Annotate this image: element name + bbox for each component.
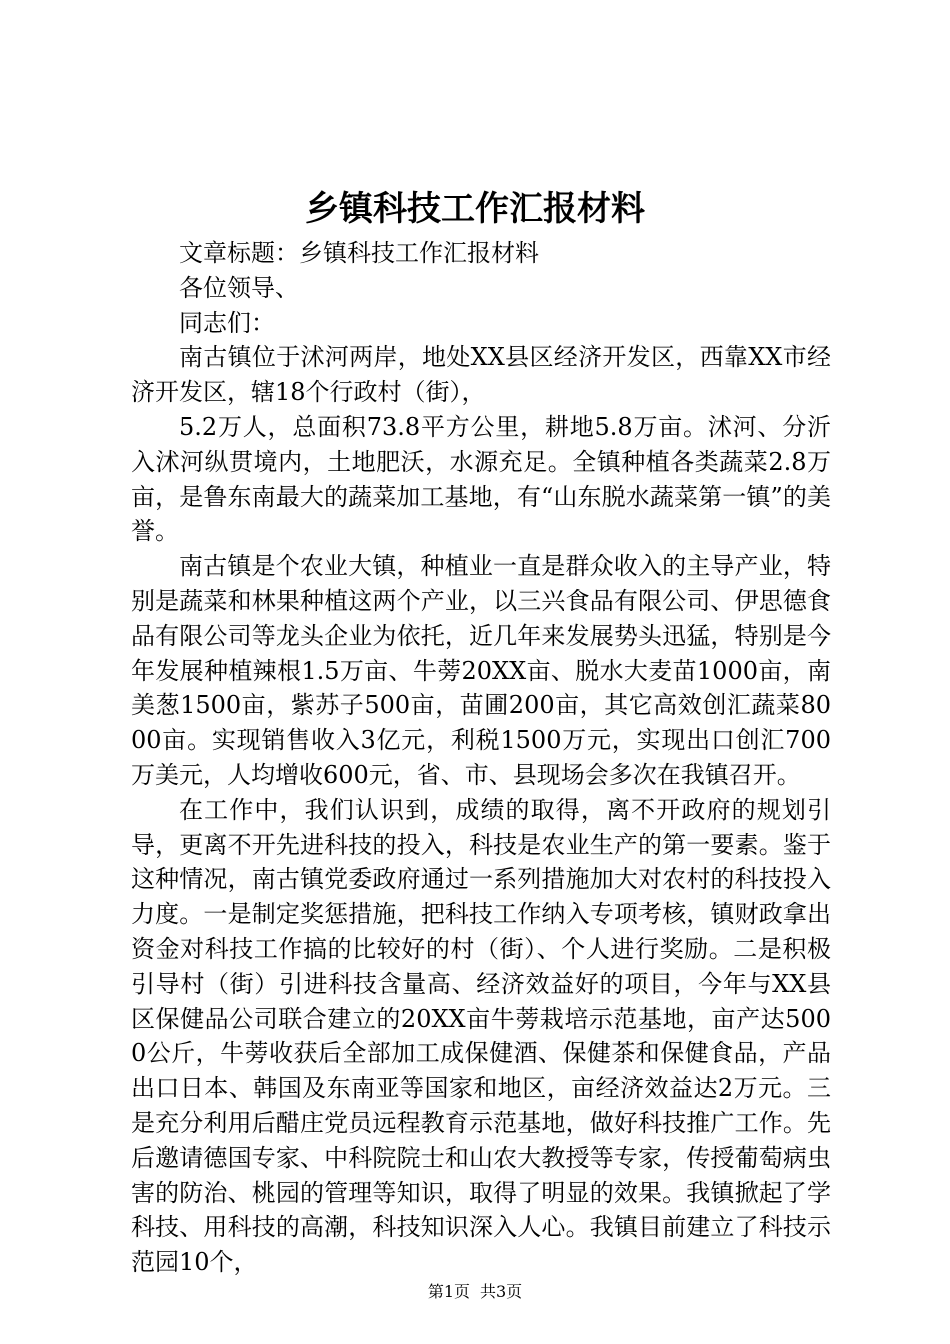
paragraph-agriculture: 南古镇是个农业大镇，种植业一直是群众收入的主导产业，特别是蔬菜和林果种植这两个产业，以三兴食品有限公司、伊思德食品有限公司等龙头企业为依托，近几年来发展势头迅猛，特别是今年发展种植辣根1.5万亩、牛蒡20XX亩、脱水大麦苗1000亩，南美葱1500亩，紫苏子500亩，苗圃200亩，其它高效创汇蔬菜8000亩。实现销售收入3亿元，利税1500万元，实现出口创汇700万美元，人均增收600元，省、市、县现场会多次在我镇召开。 bbox=[131, 552, 831, 789]
paragraph-article-title: 文章标题：乡镇科技工作汇报材料 bbox=[179, 239, 539, 267]
document-title: 乡镇科技工作汇报材料 bbox=[305, 189, 645, 229]
page-footer bbox=[0, 1281, 950, 1303]
paragraph-location: 南古镇位于沭河两岸，地处XX县区经济开发区，西靠XX市经济开发区，辖18个行政村（街）， bbox=[131, 343, 831, 407]
document-body bbox=[131, 236, 831, 1280]
paragraph-population: 5.2万人，总面积73.8平方公里，耕地5.8万亩。沭河、分沂入沭河纵贯境内，土地肥沃，水源充足。全镇种植各类蔬菜2.8万亩，是鲁东南最大的蔬菜加工基地，有“山东脱水蔬菜第一镇”的美誉。 bbox=[131, 412, 831, 546]
paragraph-salutation-comrades: 同志们： bbox=[179, 308, 275, 337]
page-number: 第1页 bbox=[427, 1282, 470, 1301]
paragraph-salutation-leaders: 各位领导、 bbox=[179, 273, 299, 302]
paragraph-science-work: 在工作中，我们认识到，成绩的取得，离不开政府的规划引导，更离不开先进科技的投入，科技是农业生产的第一要素。鉴于这种情况，南古镇党委政府通过一系列措施加大对农村的科技投入力度。一是制定奖惩措施，把科技工作纳入专项考核，镇财政拿出资金对科技工作搞的比较好的村（街）、个人进行奖励。二是积极引导村（街）引进科技含量高、经济效益好的项目，今年与XX县区保健品公司联合建立的20XX亩牛蒡栽培示范基地，亩产达5000公斤，牛蒡收获后全部加工成保健酒、保健茶和保健食品，产品出口日本、韩国及东南亚等国家和地区，亩经济效益达2万元。三是充分利用后醋庄党员远程教育示范基地，做好科技推广工作。先后邀请德国专家、中科院院士和山农大教授等专家，传授葡萄病虫害的防治、桃园的管理等知识，取得了明显的效果。我镇掀起了学科技、用科技的高潮，科技知识深入人心。我镇目前建立了科技示范园10个， bbox=[131, 795, 831, 1277]
page-total: 共3页 bbox=[480, 1282, 523, 1301]
